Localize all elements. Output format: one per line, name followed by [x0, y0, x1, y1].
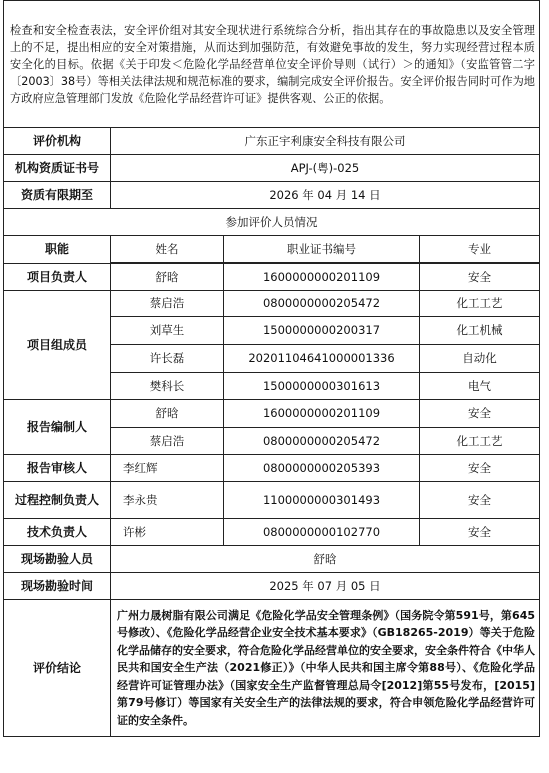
- role-process-controller: [4, 482, 111, 519]
- staff-major: 化工机械: [420, 317, 540, 345]
- staff-major: 化工工艺: [420, 428, 540, 455]
- survey-time-label: 现场勘验时间: [4, 573, 111, 600]
- staff-section-title: 参加评价人员情况: [4, 209, 540, 236]
- conclusion-text: 广州力晟树脂有限公司满足《危险化学品安全管理条例》（国务院令第591号，第645号修改）、《危险化学品经营企业安全技术基本要求》（GB18265-2019）等关于危险化学品储存的安全要求，符合危险化学品经营单位的安全要求，安全条件符合《中华人民共和国安全生产法（2021修正）》（中华人民共和国主席令第88号）、《危险化学品经营许可证管理办法》（国家安全生产监督管理总局令[2012]第55号发布，[2015]第79号修订）等国家有关安全生产的法律法规的要求，符合申领危险化学品经营许可证的安全条件。: [111, 600, 540, 737]
- name-header: 姓名: [111, 236, 224, 263]
- staff-cert-no: 1100000000301493: [224, 482, 420, 519]
- staff-name: 蔡启浩: [111, 291, 224, 317]
- staff-major: 安全: [420, 519, 540, 546]
- staff-name: 舒晗: [111, 264, 224, 291]
- validity-value: 2026 年 04 月 14 日: [111, 182, 540, 209]
- staff-cert-no: 0800000000102770: [224, 519, 420, 546]
- site-survey-value: 舒晗: [111, 546, 540, 573]
- survey-time-value: 2025 年 07 月 05 日: [111, 573, 540, 600]
- staff-name: 舒晗: [111, 400, 224, 428]
- role-header: 职能: [4, 236, 111, 264]
- staff-major: 自动化: [420, 345, 540, 373]
- staff-major: 安全: [420, 400, 540, 428]
- staff-cert-no: 1500000000200317: [224, 317, 420, 345]
- staff-major: 安全: [420, 482, 540, 519]
- staff-major: 电气: [420, 373, 540, 400]
- site-survey-label: 现场勘验人员: [4, 546, 111, 573]
- role-report-writer: 报告编制人: [4, 400, 111, 455]
- staff-cert-no: 0800000000205472: [224, 428, 420, 455]
- staff-name: 李红辉: [111, 455, 224, 482]
- org-label: 评价机构: [4, 128, 111, 155]
- staff-name: 刘草生: [111, 317, 224, 345]
- evaluation-info-table: [3, 0, 540, 737]
- staff-name: 许长磊: [111, 345, 224, 373]
- cert-value: APJ-(粤)-025: [111, 155, 540, 182]
- role-project-leader: 项目负责人: [4, 264, 111, 291]
- staff-cert-no: 1600000000201109: [224, 400, 420, 428]
- role-team-members: 项目组成员: [4, 291, 111, 400]
- staff-name: 蔡启浩: [111, 428, 224, 455]
- major-header: 专业: [420, 236, 540, 263]
- role-process-controller-label: 过程控制负责人: [14, 492, 99, 507]
- staff-cert-no: 0800000000205393: [224, 455, 420, 482]
- org-value: 广东正宇利康安全科技有限公司: [111, 128, 540, 155]
- staff-cert-no: 1500000000301613: [224, 373, 420, 400]
- role-tech-leader: 技术负责人: [4, 519, 111, 546]
- cert-label: 机构资质证书号: [4, 155, 111, 182]
- staff-name: 樊科长: [111, 373, 224, 400]
- conclusion-label: 评价结论: [4, 600, 111, 737]
- staff-name: 许彬: [111, 519, 224, 546]
- staff-name: 李永贵: [111, 482, 224, 519]
- role-report-reviewer: 报告审核人: [4, 455, 111, 482]
- staff-major: 安全: [420, 264, 540, 291]
- staff-major: 化工工艺: [420, 291, 540, 317]
- staff-cert-no: 1600000000201109: [224, 264, 420, 291]
- cert-no-header: 职业证书编号: [224, 236, 420, 263]
- staff-cert-no: 0800000000205472: [224, 291, 420, 317]
- staff-major: 安全: [420, 455, 540, 482]
- intro-paragraph: 检查和安全检查表法，安全评价组对其安全现状进行系统综合分析，指出其存在的事故隐患以及安全管理上的不足，提出相应的安全对策措施，从而达到加强防范，有效避免事故的发生，努力实现经营过程本质安全化的目标。依据《关于印发＜危险化学品经营单位安全评价导则（试行）＞的通知》（安监管管二字〔2003〕38号）等相关法律法规和规范标准的要求，编制完成安全评价报告。安全评价报告同时可作为地方政府应急管理部门发放《危险化学品经营许可证》提供客观、公正的依据。: [4, 1, 540, 128]
- staff-cert-no: 20201104641000001336: [224, 345, 420, 373]
- validity-label: 资质有限期至: [4, 182, 111, 209]
